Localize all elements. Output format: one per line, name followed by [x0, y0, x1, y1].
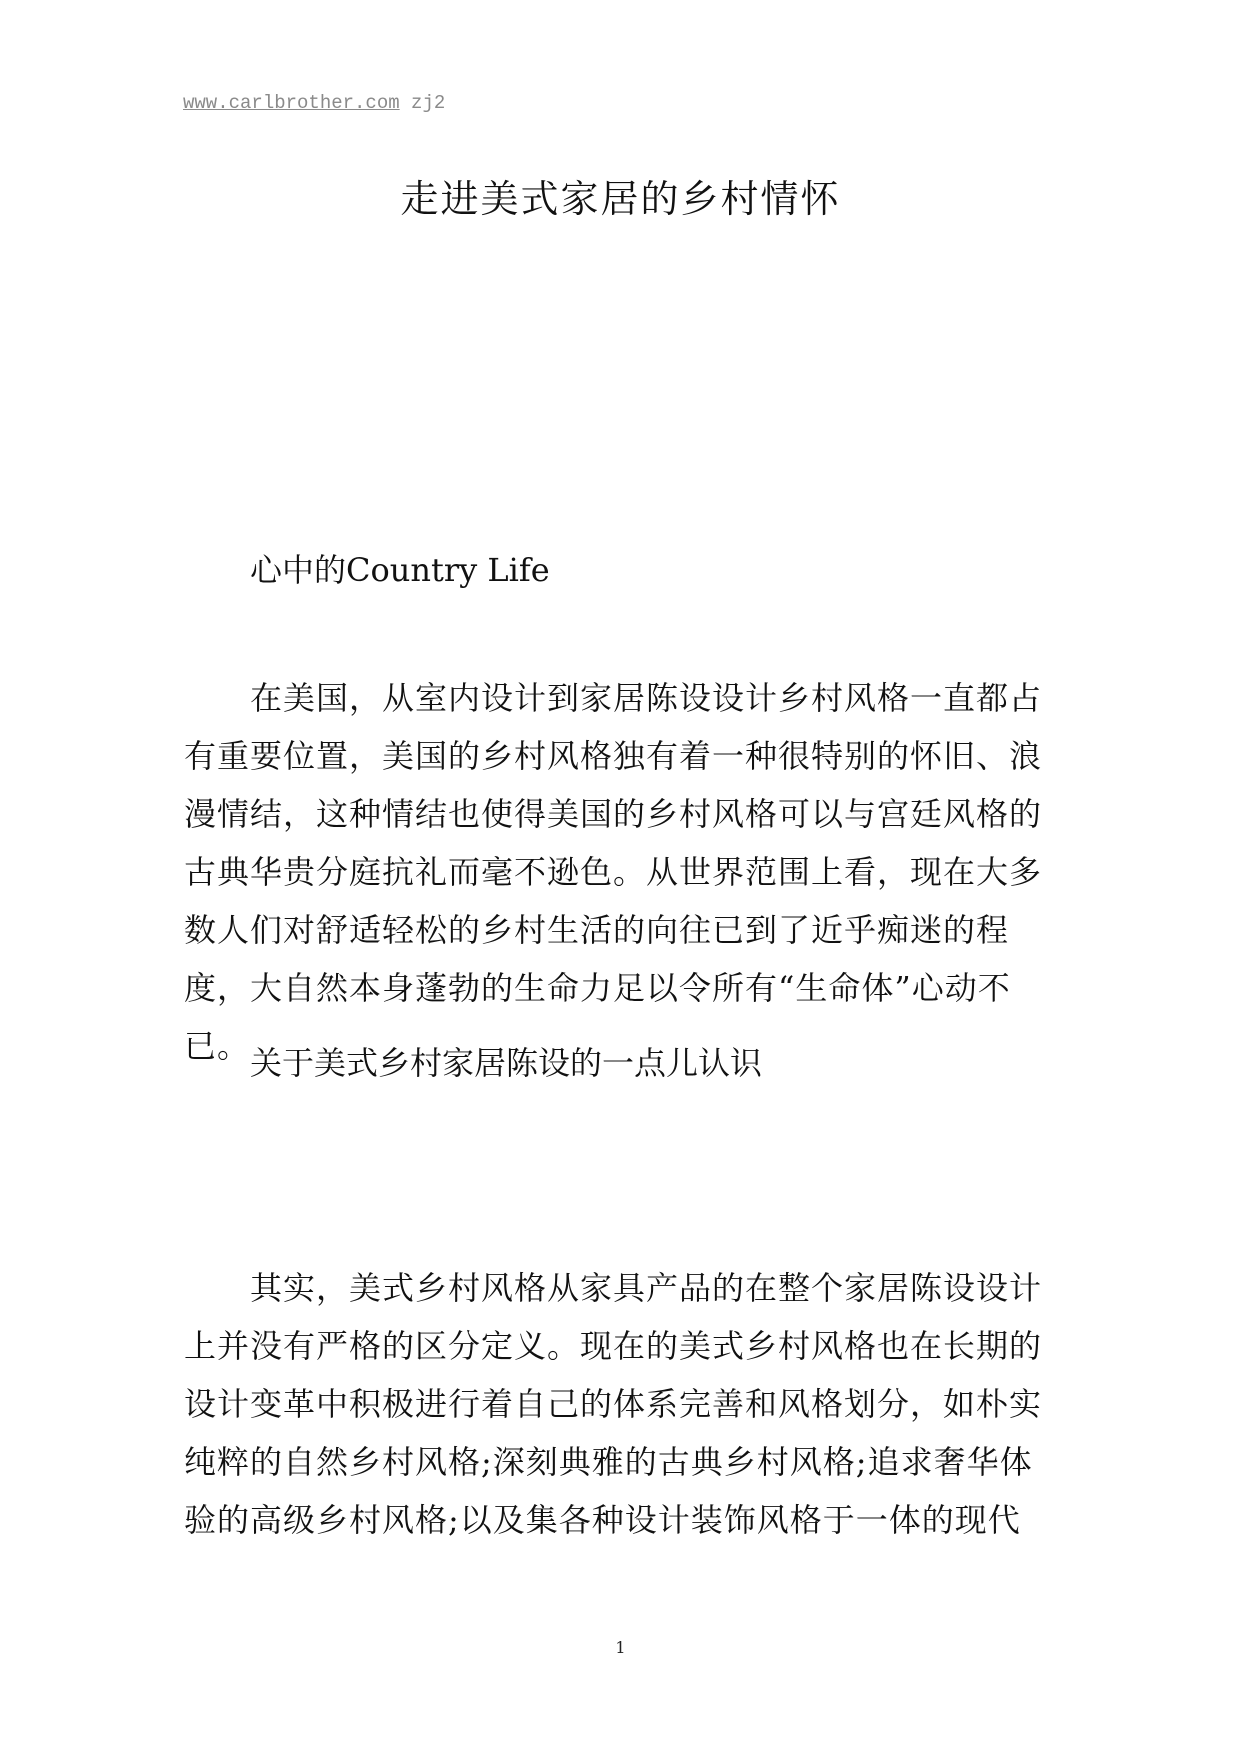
page-number: 1	[615, 1638, 626, 1657]
section-heading-understanding: 关于美式乡村家居陈设的一点儿认识	[250, 1044, 763, 1082]
document-title: 走进美式家居的乡村情怀	[400, 177, 841, 221]
section-heading-country-life: 心中的Country Life	[250, 551, 550, 589]
paragraph-style-classification: 其实，美式乡村风格从家具产品的在整个家居陈设设计上并没有严格的区分定义。现在的美式乡村风格也在长期的设计变革中积极进行着自己的体系完善和风格划分，如朴实纯粹的自然乡村风格;深刻典雅的古典乡村风格;追求奢华体验的高级乡村风格;以及集各种设计装饰风格于一体的现代	[184, 1269, 1043, 1539]
header-code: zj2	[411, 92, 446, 114]
paragraph-intro: 在美国，从室内设计到家居陈设设计乡村风格一直都占有重要位置，美国的乡村风格独有着一种很特别的怀旧、浪漫情结，这种情结也使得美国的乡村风格可以与宫廷风格的古典华贵分庭抗礼而毫不逊色。从世界范围上看，现在大多数人们对舒适轻松的乡村生活的向往已到了近乎痴迷的程度，大自然本身蓬勃的生命力足以令所有“生命体”心动不已。	[184, 679, 1043, 1065]
header-watermark	[183, 92, 445, 114]
header-url-link[interactable]: www.carlbrother.com	[183, 92, 400, 114]
